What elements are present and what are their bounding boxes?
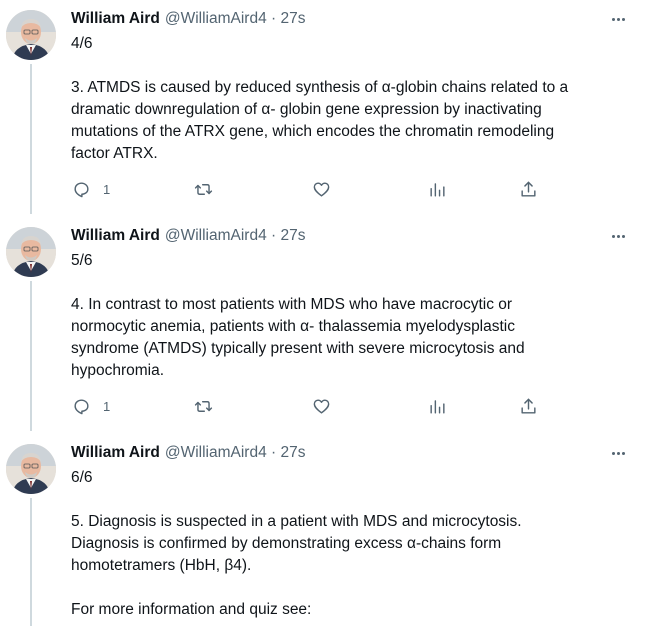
thread-line xyxy=(30,64,32,214)
more-button[interactable] xyxy=(606,226,630,246)
author-name[interactable]: William Aird xyxy=(71,10,160,27)
tweet-header xyxy=(71,226,305,246)
tweet-header xyxy=(71,9,305,29)
more-icon xyxy=(612,235,615,238)
thread-line xyxy=(30,498,32,626)
avatar[interactable] xyxy=(6,10,56,60)
author-handle-time[interactable]: @WilliamAird4 · 27s xyxy=(164,444,306,461)
reply-icon xyxy=(72,180,91,199)
reply-button[interactable] xyxy=(72,177,110,201)
tweet-text: 4/6 3. ATMDS is caused by reduced synthesis of α-globin chains related to a dramatic downregulation of α- globin gene expression by inactivating mutations of the ATRX gene, which encodes the chromatin remodeling factor ATRX. xyxy=(71,35,569,162)
like-icon xyxy=(312,397,331,416)
tweet-text: 6/6 5. Diagnosis is suspected in a patient with MDS and microcytosis. Diagnosis is confirmed by demonstrating excess α-chains form homotetramers (HbH, β4). For more information and quiz see: xyxy=(71,469,522,618)
action-bar xyxy=(66,394,546,418)
author-handle-time[interactable]: @WilliamAird4 · 27s xyxy=(164,227,306,244)
more-button[interactable] xyxy=(606,443,630,463)
reply-count: 1 xyxy=(103,181,111,197)
tweet-header xyxy=(71,443,305,463)
retweet-icon xyxy=(194,180,213,199)
more-icon xyxy=(612,452,615,455)
reply-count: 1 xyxy=(103,398,111,414)
views-button[interactable] xyxy=(428,394,447,418)
action-bar xyxy=(66,177,546,201)
reply-icon xyxy=(72,397,91,416)
retweet-button[interactable] xyxy=(194,177,213,201)
share-icon xyxy=(519,180,538,199)
thread-line xyxy=(30,281,32,431)
more-icon xyxy=(612,18,615,21)
more-button[interactable] xyxy=(606,9,630,29)
views-icon xyxy=(428,397,447,416)
share-icon xyxy=(519,397,538,416)
tweet-text: 5/6 4. In contrast to most patients with MDS who have macrocytic or normocytic anemia, patients with α- thalassemia myelodysplastic syndrome (ATMDS) typically present with severe microcytosis and hypochromia. xyxy=(71,252,525,379)
avatar[interactable] xyxy=(6,444,56,494)
share-button[interactable] xyxy=(519,177,538,201)
retweet-button[interactable] xyxy=(194,394,213,418)
like-button[interactable] xyxy=(312,177,331,201)
author-name[interactable]: William Aird xyxy=(71,227,160,244)
views-icon xyxy=(428,180,447,199)
retweet-icon xyxy=(194,397,213,416)
reply-button[interactable] xyxy=(72,394,110,418)
like-button[interactable] xyxy=(312,394,331,418)
like-icon xyxy=(312,180,331,199)
avatar[interactable] xyxy=(6,227,56,277)
share-button[interactable] xyxy=(519,394,538,418)
author-name[interactable]: William Aird xyxy=(71,444,160,461)
author-handle-time[interactable]: @WilliamAird4 · 27s xyxy=(164,10,306,27)
views-button[interactable] xyxy=(428,177,447,201)
